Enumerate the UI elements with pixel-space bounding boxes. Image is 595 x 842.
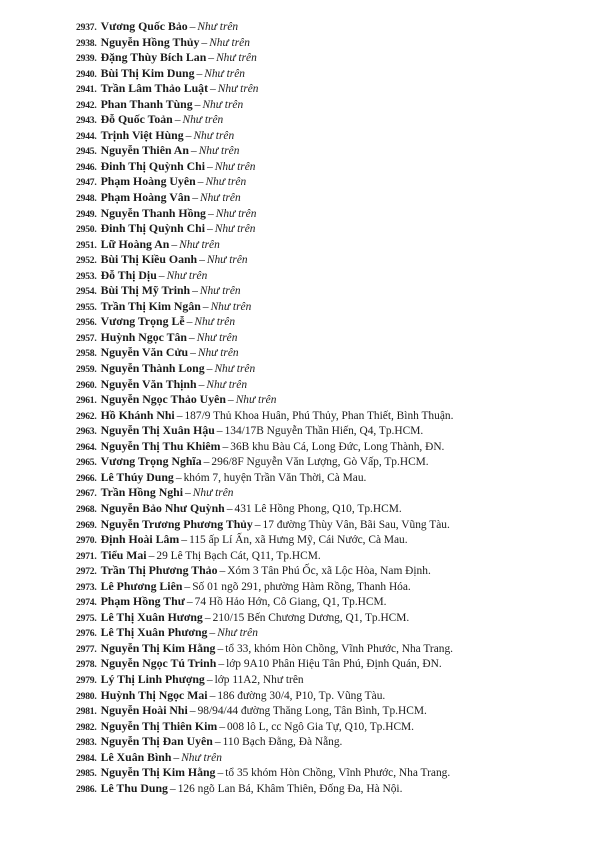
entry-dash: – — [202, 299, 209, 313]
list-item — [76, 330, 586, 346]
entry-dash: – — [184, 579, 191, 593]
entry-number: 2942. — [76, 99, 97, 111]
entry-detail: 74 Hồ Hảo Hớn, Cô Giang, Q1, Tp.HCM. — [194, 596, 387, 609]
entry-detail: Xóm 3 Tân Phú Ốc, xã Lộc Hòa, Nam Định. — [227, 565, 431, 578]
entry-dash: – — [218, 657, 225, 671]
list-item — [76, 517, 586, 533]
entry-detail: Như trên — [206, 254, 248, 267]
list-item — [76, 439, 586, 455]
entry-name: Định Hoài Lâm — [100, 532, 180, 547]
entry-name: Lê Thị Xuân Hương — [100, 609, 203, 624]
entry-detail: Như trên — [199, 192, 241, 205]
entry-detail: Như trên — [197, 21, 239, 33]
entry-detail: tổ 33, khóm Hòn Chồng, Vĩnh Phước, Nha Trang. — [225, 642, 454, 655]
entry-name: Đỗ Quốc Toản — [100, 112, 173, 127]
entry-detail: Như trên — [194, 316, 236, 329]
entry-dash: – — [217, 641, 224, 655]
entry-name: Trần Hồng Nghi — [100, 485, 183, 500]
list-item — [76, 361, 586, 377]
entry-name: Trần Lâm Thảo Luật — [100, 81, 208, 96]
list-item — [76, 174, 586, 190]
entry-detail: 29 Lê Thị Bạch Cát, Q11, Tp.HCM. — [156, 549, 321, 562]
entry-number: 2971. — [76, 550, 97, 562]
entry-dash: – — [204, 610, 211, 624]
entry-number: 2944. — [76, 130, 97, 142]
entry-detail: Như trên — [214, 363, 256, 376]
entry-name: Nguyễn Thị Kim Hằng — [100, 765, 216, 780]
list-item — [76, 66, 586, 82]
entry-name: Nguyễn Bảo Như Quỳnh — [100, 500, 225, 515]
entry-detail: 008 lô L, cc Ngô Gia Tự, Q10, Tp.HCM. — [226, 720, 415, 733]
entry-detail: Như trên — [217, 83, 259, 96]
list-item — [76, 548, 586, 564]
list-item — [76, 81, 586, 97]
entry-name: Nguyễn Thiên An — [100, 143, 189, 158]
entry-number: 2979. — [76, 674, 97, 686]
entry-dash: – — [210, 82, 216, 96]
entry-name: Lê Xuân Bình — [100, 749, 172, 764]
entry-number: 2948. — [76, 193, 97, 205]
entry-name: Nguyễn Hồng Thủy — [100, 34, 200, 49]
entry-number: 2984. — [76, 752, 97, 764]
entry-dash: – — [184, 486, 191, 500]
entry-number: 2964. — [76, 441, 97, 453]
entry-name: Lê Thị Xuân Phương — [100, 625, 208, 640]
entry-name: Nguyễn Văn Cửu — [100, 345, 189, 360]
entry-number: 2962. — [76, 410, 97, 422]
entry-number: 2986. — [76, 783, 97, 795]
list-item — [76, 765, 586, 781]
entry-name: Nguyễn Thị Kim Hằng — [100, 640, 216, 655]
entry-detail: Như trên — [210, 300, 252, 313]
entry-name: Phạm Hồng Thư — [100, 594, 185, 609]
entry-name: Vương Trọng Nghĩa — [100, 454, 202, 469]
entry-number: 2945. — [76, 146, 97, 158]
entry-name: Bùi Thị Mỹ Trinh — [100, 283, 191, 298]
entry-name: Nguyễn Thị Đan Uyên — [100, 734, 213, 749]
entry-number: 2952. — [76, 255, 97, 267]
entry-dash: – — [190, 346, 196, 360]
list-item — [76, 703, 586, 719]
entry-detail: Như trên — [197, 347, 239, 360]
entry-detail: Như trên — [216, 52, 257, 65]
entry-name: Phạm Hoàng Vân — [100, 190, 191, 205]
entry-detail: 210/15 Bến Chương Dương, Q1, Tp.HCM. — [212, 611, 410, 624]
list-item — [76, 392, 586, 408]
list-item — [76, 221, 586, 237]
entry-dash: – — [158, 268, 165, 282]
entry-name: Nguyễn Hoài Nhi — [100, 703, 188, 718]
list-item — [76, 719, 586, 735]
entry-dash: – — [209, 626, 216, 640]
list-item — [76, 314, 586, 330]
entry-name: Phan Thanh Tùng — [100, 96, 193, 111]
entry-dash: – — [148, 548, 155, 562]
entry-detail: 115 ấp Lí Ấn, xã Hưng Mỹ, Cái Nước, Cà Mau. — [189, 534, 408, 547]
entry-detail: Như trên — [192, 487, 234, 500]
entry-name: Huỳnh Thị Ngọc Mai — [100, 687, 208, 702]
list-item — [76, 656, 586, 672]
list-item — [76, 501, 586, 517]
list-item — [76, 19, 586, 35]
list-item — [76, 159, 586, 175]
entry-dash: – — [198, 377, 205, 391]
entry-dash: – — [173, 750, 180, 764]
entry-dash: – — [254, 517, 261, 531]
entry-dash: – — [186, 315, 193, 329]
entry-number: 2966. — [76, 472, 97, 484]
entry-dash: – — [176, 408, 183, 422]
entry-dash: – — [206, 159, 213, 173]
entry-name: Đinh Thị Quỳnh Chi — [100, 158, 205, 173]
entry-dash: – — [214, 735, 221, 749]
list-item — [76, 688, 586, 704]
entry-dash: – — [174, 113, 181, 127]
entry-number: 2965. — [76, 457, 97, 469]
entry-dash: – — [227, 393, 234, 407]
entry-dash: – — [181, 533, 188, 547]
entry-detail: Như trên — [196, 331, 238, 344]
entry-detail: Như trên — [214, 160, 256, 173]
entry-name: Trần Thị Phương Thảo — [100, 563, 218, 578]
entry-number: 2957. — [76, 332, 97, 344]
entry-name: Bùi Thị Kiều Oanh — [100, 252, 198, 267]
entry-name: Trịnh Việt Hùng — [100, 127, 184, 142]
entry-name: Nguyễn Trương Phương Thủy — [100, 516, 253, 531]
entry-detail: Như trên — [235, 394, 277, 407]
entry-number: 2963. — [76, 426, 97, 438]
entry-detail: Như trên — [181, 751, 222, 764]
entry-dash: – — [222, 439, 229, 453]
entry-dash: – — [207, 206, 214, 220]
entry-number: 2980. — [76, 690, 97, 702]
entry-detail: Như trên — [215, 207, 257, 220]
entry-number: 2953. — [76, 270, 97, 282]
entry-detail: Như trên — [179, 238, 220, 251]
entry-dash: – — [226, 501, 233, 515]
entry-detail: 110 Bạch Đằng, Đà Nẵng. — [222, 736, 343, 749]
entry-detail: 187/9 Thủ Khoa Huân, Phú Thủy, Phan Thiết, Bình Thuận. — [184, 409, 454, 422]
entry-name: Đỗ Thị Dịu — [100, 267, 157, 282]
list-item — [76, 672, 586, 688]
entry-number: 2985. — [76, 768, 97, 780]
entry-detail: Như trên — [204, 67, 245, 80]
entry-name: Lý Thị Linh Phượng — [100, 671, 205, 686]
list-item — [76, 345, 586, 361]
entry-dash: – — [192, 191, 198, 205]
entry-detail: 431 Lê Hồng Phong, Q10, Tp.HCM. — [234, 502, 402, 515]
entry-number: 2939. — [76, 53, 97, 65]
list-item — [76, 579, 586, 595]
entry-dash: – — [188, 330, 195, 344]
entry-dash: – — [206, 222, 213, 236]
entry-number: 2983. — [76, 737, 97, 749]
entry-detail: Số 01 ngõ 291, phường Hàm Rồng, Thanh Hóa. — [192, 580, 411, 593]
entry-detail: Như trên — [217, 627, 258, 640]
name-list — [76, 19, 586, 796]
entry-dash: – — [219, 564, 226, 578]
entry-dash: – — [206, 362, 213, 376]
entry-detail: 296/8F Nguyễn Văn Lượng, Gò Vấp, Tp.HCM. — [211, 456, 429, 469]
entry-number: 2981. — [76, 706, 97, 718]
list-item — [76, 377, 586, 393]
list-item — [76, 781, 586, 797]
list-item — [76, 112, 586, 128]
entry-detail: Như trên — [166, 269, 208, 282]
entry-detail: 186 đường 30/4, P10, Tp. Vũng Tàu. — [217, 689, 386, 702]
entry-dash: – — [186, 595, 193, 609]
entry-number: 2975. — [76, 612, 97, 624]
entry-dash: – — [196, 66, 203, 80]
entry-detail: Như trên — [206, 378, 248, 391]
entry-number: 2950. — [76, 224, 97, 236]
entry-dash: – — [203, 455, 210, 469]
list-item — [76, 641, 586, 657]
entry-number: 2969. — [76, 519, 97, 531]
entry-name: Nguyễn Thị Xuân Hậu — [100, 423, 215, 438]
entry-number: 2956. — [76, 317, 97, 329]
entry-number: 2947. — [76, 177, 97, 189]
list-item — [76, 563, 586, 579]
list-item — [76, 750, 586, 766]
list-item — [76, 423, 586, 439]
entry-dash: – — [185, 128, 192, 142]
entry-detail: Như trên — [202, 98, 244, 111]
entry-number: 2946. — [76, 161, 97, 173]
entry-dash: – — [217, 766, 224, 780]
list-item — [76, 190, 586, 206]
list-item — [76, 97, 586, 113]
entry-number: 2976. — [76, 628, 97, 640]
list-item — [76, 143, 586, 159]
entry-name: Bùi Thị Kim Dung — [100, 65, 195, 80]
entry-name: Trần Thị Kim Ngân — [100, 298, 201, 313]
entry-number: 2973. — [76, 581, 97, 593]
entry-number: 2961. — [76, 395, 97, 407]
entry-number: 2967. — [76, 488, 97, 500]
entry-detail: Như trên — [205, 176, 247, 189]
entry-number: 2938. — [76, 37, 97, 49]
entry-dash: – — [194, 97, 201, 111]
entry-name: Phạm Hoàng Uyên — [100, 174, 196, 189]
list-item — [76, 35, 586, 51]
entry-number: 2954. — [76, 286, 97, 298]
entry-number: 2951. — [76, 239, 97, 251]
list-item — [76, 625, 586, 641]
entry-detail: lớp 11A2, Như trên — [214, 673, 304, 686]
entry-name: Lê Thu Dung — [100, 780, 168, 795]
entry-name: Vương Trọng Lễ — [100, 314, 185, 329]
entry-number: 2943. — [76, 115, 97, 127]
entry-dash: – — [209, 688, 216, 702]
list-item — [76, 734, 586, 750]
entry-number: 2982. — [76, 721, 97, 733]
entry-number: 2955. — [76, 301, 97, 313]
list-item — [76, 268, 586, 284]
list-item — [76, 470, 586, 486]
entry-number: 2940. — [76, 68, 97, 80]
entry-number: 2970. — [76, 535, 97, 547]
entry-dash: – — [171, 237, 178, 251]
entry-detail: khóm 7, huyện Trần Văn Thời, Cà Mau. — [183, 471, 367, 484]
entry-detail: Như trên — [182, 114, 224, 127]
entry-dash: – — [197, 175, 204, 189]
list-item — [76, 237, 586, 253]
entry-name: Đinh Thị Quỳnh Chi — [100, 221, 205, 236]
entry-name: Nguyễn Ngọc Thảo Uyên — [100, 392, 226, 407]
list-item — [76, 299, 586, 315]
entry-dash: – — [216, 424, 223, 438]
entry-detail: Như trên — [209, 36, 250, 49]
entry-number: 2977. — [76, 643, 97, 655]
entry-name: Nguyễn Ngọc Tú Trinh — [100, 656, 217, 671]
entry-name: Đặng Thùy Bích Lan — [100, 50, 207, 65]
entry-number: 2941. — [76, 84, 97, 96]
entry-name: Lê Phương Liên — [100, 578, 183, 593]
entry-detail: lớp 9A10 Phân Hiệu Tân Phú, Định Quán, ĐN. — [226, 658, 442, 671]
entry-number: 2974. — [76, 597, 97, 609]
entry-detail: tổ 35 khóm Hòn Chồng, Vĩnh Phước, Nha Trang. — [225, 767, 451, 780]
list-item — [76, 532, 586, 548]
entry-dash: – — [169, 781, 176, 795]
entry-detail: 126 ngõ Lan Bá, Khâm Thiên, Đống Đa, Hà Nội. — [177, 782, 403, 795]
entry-detail: 134/17B Nguyễn Thần Hiến, Q4, Tp.HCM. — [224, 425, 424, 438]
entry-detail: 17 đường Thùy Vân, Bãi Sau, Vũng Tàu. — [262, 518, 450, 531]
entry-name: Tiểu Mai — [100, 547, 147, 562]
entry-detail: Như trên — [214, 223, 256, 236]
entry-detail: 98/94/44 đường Thăng Long, Tân Bình, Tp.HCM. — [197, 705, 427, 718]
entry-name: Nguyễn Thanh Hồng — [100, 205, 206, 220]
list-item — [76, 408, 586, 424]
entry-number: 2958. — [76, 348, 97, 360]
entry-name: Lê Thúy Dung — [100, 469, 174, 484]
list-item — [76, 50, 586, 66]
list-item — [76, 283, 586, 299]
entry-dash: – — [192, 284, 198, 298]
list-item — [76, 206, 586, 222]
entry-dash: – — [175, 470, 182, 484]
entry-dash: – — [201, 35, 208, 49]
entry-dash: – — [199, 253, 205, 267]
entry-name: Nguyễn Thị Thu Khiêm — [100, 438, 221, 453]
entry-number: 2968. — [76, 503, 97, 515]
list-item — [76, 485, 586, 501]
entry-name: Hồ Khánh Nhi — [100, 407, 175, 422]
list-item — [76, 454, 586, 470]
entry-dash: – — [189, 704, 196, 718]
entry-name: Nguyễn Văn Thịnh — [100, 376, 197, 391]
entry-number: 2972. — [76, 566, 97, 578]
entry-dash: – — [189, 20, 196, 33]
entry-number: 2949. — [76, 208, 97, 220]
entry-number: 2978. — [76, 659, 97, 671]
entry-name: Nguyễn Thành Long — [100, 361, 205, 376]
entry-name: Nguyễn Thị Thiên Kim — [100, 718, 218, 733]
list-item — [76, 252, 586, 268]
entry-dash: – — [190, 144, 197, 158]
entry-name: Huỳnh Ngọc Tân — [100, 329, 187, 344]
entry-detail: Như trên — [198, 145, 240, 158]
entry-number: 2959. — [76, 364, 97, 376]
entry-name: Vương Quốc Bảo — [100, 19, 188, 33]
entry-detail: Như trên — [193, 129, 235, 142]
entry-dash: – — [206, 672, 213, 686]
entry-dash: – — [208, 51, 215, 65]
entry-number: 2937. — [76, 22, 97, 33]
entry-dash: – — [219, 719, 225, 733]
entry-detail: Như trên — [199, 285, 241, 298]
entry-detail: 36B khu Bàu Cá, Long Đức, Long Thành, ĐN. — [230, 440, 445, 453]
entry-number: 2960. — [76, 379, 97, 391]
entry-name: Lữ Hoàng An — [100, 236, 170, 251]
list-item — [76, 594, 586, 610]
list-item — [76, 128, 586, 144]
list-item — [76, 610, 586, 626]
